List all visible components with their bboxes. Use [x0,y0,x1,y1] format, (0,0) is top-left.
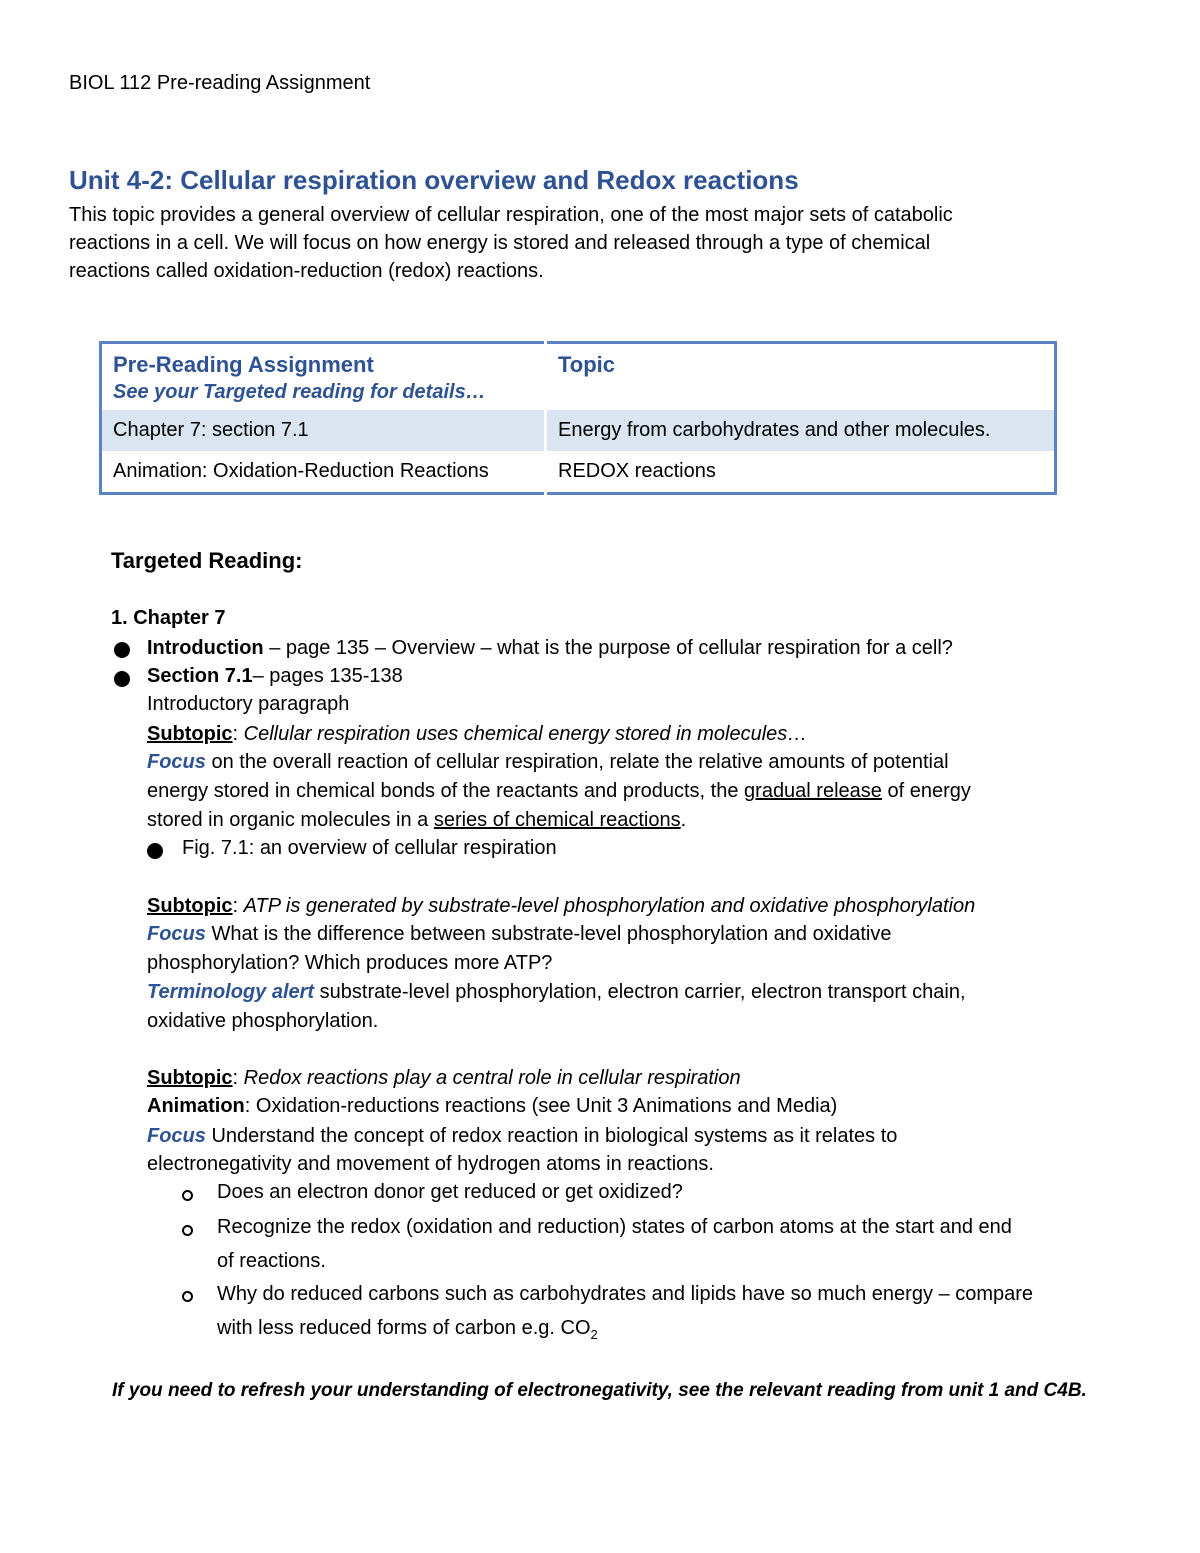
focus-text: of energy [881,780,971,802]
section-text: – pages 135-138 [252,665,403,687]
subtopic-3-focus-line [147,1125,897,1148]
subtopic-1-focus-line [147,751,949,774]
focus-text: energy stored in chemical bonds of the reactants and products, the [147,780,745,802]
subscript: 2 [590,1327,598,1342]
table-cell-assignment: Chapter 7: section 7.1 [113,418,309,441]
subtopic-1: Subtopic: Cellular respiration uses chemical energy stored in molecules… [147,723,808,745]
intro-paragraph [69,201,1079,285]
subtopic-2: Subtopic: ATP is generated by substrate-level phosphorylation and oxidative phosphorylation [147,895,976,917]
focus-text: What is the difference between substrate-level phosphorylation and oxidative [205,923,892,945]
intro-line: This topic provides a general overview of cellular respiration, one of the most major sets of catabolic [69,204,953,226]
question-text: with less reduced forms of carbon e.g. CO [217,1317,591,1339]
terminology-text: substrate-level phosphorylation, electron carrier, electron transport chain, [314,981,966,1003]
hollow-bullet-icon [182,1225,193,1236]
focus-label: Focus [147,923,206,945]
assignment-table [99,341,1057,495]
animation-line [147,1095,837,1118]
intro-line: reactions called oxidation-reduction (redox) reactions. [69,260,544,282]
bullet-icon [114,642,130,658]
terminology-line: oxidative phosphorylation. [147,1010,379,1032]
introduction-text: – page 135 – Overview – what is the purpose of cellular respiration for a cell? [263,637,953,659]
focus-label: Focus [147,751,206,773]
underlined-text: series of chemical reactions [433,809,681,831]
subtopic-2-focus-line [147,923,892,946]
introduction-item [147,637,953,660]
subtopic-label: Subtopic [147,1067,233,1089]
subtopic-1-title: Cellular respiration uses chemical energy stored in molecules… [243,723,808,745]
subtopic-2-focus-line: phosphorylation? Which produces more ATP? [147,952,553,974]
bullet-icon [114,671,130,687]
question-item: Why do reduced carbons such as carbohydrates and lipids have so much energy – compare [217,1283,1034,1305]
focus-text: Understand the concept of redox reaction in biological systems as it relates to [205,1125,898,1147]
col2-header: Topic [558,352,616,377]
col1-subheader: See your Targeted reading for details… [113,381,486,403]
focus-label: Focus [147,1125,206,1147]
subtopic-3-title: Redox reactions play a central role in cellular respiration [243,1067,741,1089]
terminology-label: Terminology alert [147,981,315,1003]
question-item-continued [217,1317,598,1342]
subtopic-2-title: ATP is generated by substrate-level phosphorylation and oxidative phosphorylation [243,895,976,917]
subtopic-1-focus-line [147,780,971,803]
terminology-line [147,981,966,1004]
subtopic-3: Subtopic: Redox reactions play a central role in cellular respiration [147,1067,741,1089]
subtopic-3-focus-line: electronegativity and movement of hydrogen atoms in reactions. [147,1153,714,1175]
question-item: Does an electron donor get reduced or get oxidized? [217,1181,683,1203]
subtopic-label: Subtopic [147,723,233,745]
subtopic-label: Subtopic [147,895,233,917]
animation-label: Animation [147,1095,245,1117]
footer-note: If you need to refresh your understanding of electronegativity, see the relevant reading from unit 1 and C4B. [112,1380,1087,1401]
focus-text: stored in organic molecules in a [147,809,434,831]
table-header-row [101,343,1056,410]
bullet-icon [147,843,163,859]
col1-header: Pre-Reading Assignment [113,352,374,377]
table-cell-topic: Energy from carbohydrates and other molecules. [546,410,1056,451]
table-header-assignment [101,343,546,410]
section-label: Section 7.1 [147,665,253,687]
underlined-text: gradual release [744,780,882,802]
hollow-bullet-icon [182,1190,193,1201]
figure-reference: Fig. 7.1: an overview of cellular respiration [182,837,557,859]
table-row [101,410,1056,451]
introduction-label: Introduction [147,637,264,659]
focus-text: . [680,809,687,831]
unit-title: Unit 4-2: Cellular respiration overview and Redox reactions [69,165,799,195]
subtopic-1-focus-line [147,809,686,832]
table-cell-assignment: Animation: Oxidation-Reduction Reactions [113,459,489,482]
animation-text: : Oxidation-reductions reactions (see Unit 3 Animations and Media) [244,1095,838,1117]
table-row [101,451,1056,494]
question-item-continued: of reactions. [217,1250,326,1272]
table-cell-topic: REDOX reactions [546,451,1056,494]
section-item [147,665,403,688]
targeted-reading-heading: Targeted Reading: [111,548,303,573]
table-header-topic [546,343,1056,410]
chapter-heading: 1. Chapter 7 [111,607,226,629]
focus-text: on the overall reaction of cellular respiration, relate the relative amounts of potential [205,751,949,773]
hollow-bullet-icon [182,1291,193,1302]
intro-line: reactions in a cell. We will focus on how energy is stored and released through a type of chemical [69,232,931,254]
page-header: BIOL 112 Pre-reading Assignment [69,72,371,94]
introductory-paragraph: Introductory paragraph [147,693,350,715]
question-item: Recognize the redox (oxidation and reduction) states of carbon atoms at the start and end [217,1216,1012,1238]
